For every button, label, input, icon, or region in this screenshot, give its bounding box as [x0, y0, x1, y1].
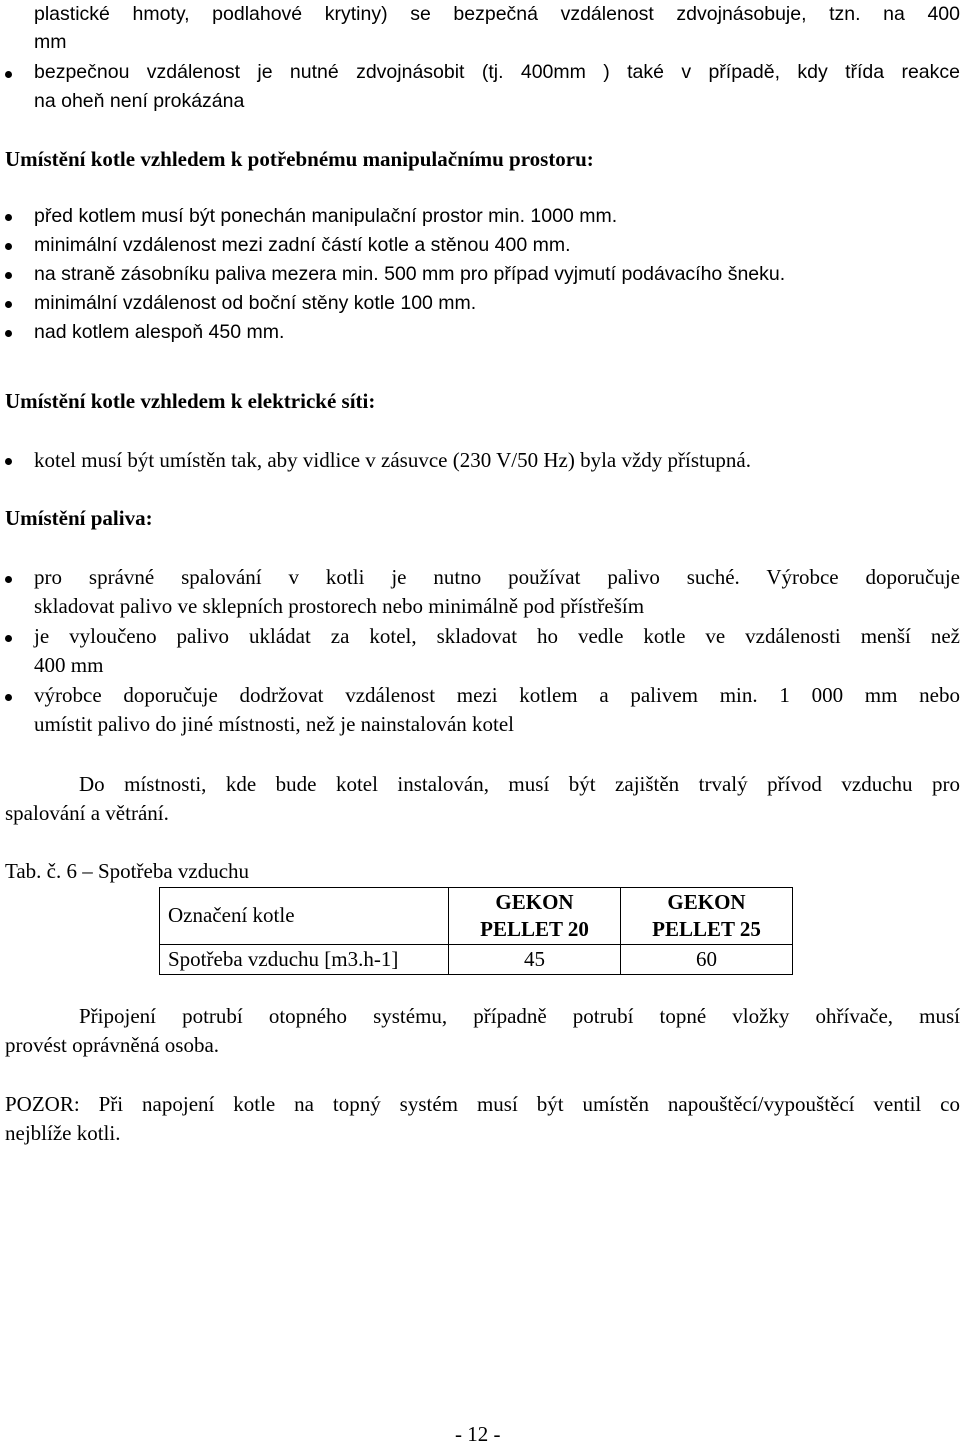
list-item-continuation: 400 mm	[34, 653, 104, 677]
paragraph-line: provést oprávněná osoba.	[5, 1033, 220, 1057]
list-item: nad kotlem alespoň 450 mm.	[34, 321, 285, 343]
list-item: výrobce doporučuje dodržovat vzdálenost mezi kotlem a palivem min. 1 000 mm nebo	[34, 683, 960, 707]
column-header-line: GEKON	[667, 890, 746, 914]
list-item-continuation: umístit palivo do jiné místnosti, než je nainstalován kotel	[34, 712, 515, 736]
section-heading-electrical: Umístění kotle vzhledem k elektrické síti:	[5, 389, 376, 413]
table-header-label	[160, 888, 449, 945]
air-consumption-table	[159, 887, 793, 975]
section-heading-manipulation: Umístění kotle vzhledem k potřebnému manipulačnímu prostoru:	[5, 147, 594, 171]
bullet-icon	[5, 458, 12, 465]
table-row	[160, 945, 793, 975]
paragraph-line: Do místnosti, kde bude kotel instalován, musí být zajištěn trvalý přívod vzduchu pro	[79, 772, 960, 796]
list-item: kotel musí být umístěn tak, aby vidlice v zásuvce (230 V/50 Hz) byla vždy přístupná.	[34, 448, 751, 472]
bullet-icon	[5, 243, 12, 250]
list-item: minimální vzdálenost mezi zadní částí kotle a stěnou 400 mm.	[34, 234, 571, 256]
paragraph-air-supply	[5, 770, 960, 828]
list-item: pro správné spalování v kotli je nutno používat palivo suché. Výrobce doporučuje	[34, 565, 960, 589]
paragraph-line: POZOR: Při napojení kotle na topný systém musí být umístěn napouštěcí/vypouštěcí ventil co	[5, 1092, 960, 1116]
table-cell: 45	[449, 945, 621, 975]
column-header-line: PELLET 20	[480, 917, 589, 941]
list-item: minimální vzdálenost od boční stěny kotle 100 mm.	[34, 292, 477, 314]
paragraph-line: spalování a větrání.	[5, 801, 169, 825]
paragraph-line: Připojení potrubí otopného systému, případně potrubí topné vložky ohřívače, musí	[79, 1004, 960, 1028]
paragraph-connection	[5, 1002, 960, 1060]
bullet-icon	[5, 301, 12, 308]
section-heading-fuel: Umístění paliva:	[5, 506, 153, 530]
table-column-header	[449, 888, 621, 945]
column-header-line: PELLET 25	[652, 917, 761, 941]
list-item: na straně zásobníku paliva mezera min. 500 mm pro případ vyjmutí podávacího šneku.	[34, 263, 786, 285]
bullet-icon	[5, 272, 12, 279]
list-item: před kotlem musí být ponechán manipulační prostor min. 1000 mm.	[34, 205, 618, 227]
text-line: bezpečnou vzdálenost je nutné zdvojnásobit (tj. 400mm ) také v případě, kdy třída reakce	[34, 61, 960, 83]
table-cell: 60	[621, 945, 793, 975]
bullet-icon	[5, 576, 12, 583]
bullet-icon	[5, 71, 12, 78]
list-item-continuation: skladovat palivo ve sklepních prostorech nebo minimálně pod přístřeším	[34, 594, 645, 618]
table-column-header	[621, 888, 793, 945]
text-line: mm	[34, 31, 67, 53]
table-header-row	[160, 888, 793, 945]
bullet-icon	[5, 214, 12, 221]
bullet-icon	[5, 635, 12, 642]
paragraph-line: nejblíže kotli.	[5, 1121, 121, 1145]
page-number: - 12 -	[455, 1422, 501, 1446]
paragraph-warning	[5, 1090, 960, 1148]
text-line: na oheň není prokázána	[34, 90, 245, 112]
column-header-line: GEKON	[495, 890, 574, 914]
text-line: plastické hmoty, podlahové krytiny) se bezpečná vzdálenost zdvojnásobuje, tzn. na 400	[34, 3, 960, 25]
bullet-icon	[5, 330, 12, 337]
list-item: je vyloučeno palivo ukládat za kotel, skladovat ho vedle kotle ve vzdálenosti menší než	[34, 624, 960, 648]
table-row-label: Spotřeba vzduchu [m3.h-1]	[160, 945, 449, 975]
bullet-icon	[5, 694, 12, 701]
header-label-text: Označení kotle	[168, 902, 295, 927]
table-caption: Tab. č. 6 – Spotřeba vzduchu	[5, 859, 250, 883]
